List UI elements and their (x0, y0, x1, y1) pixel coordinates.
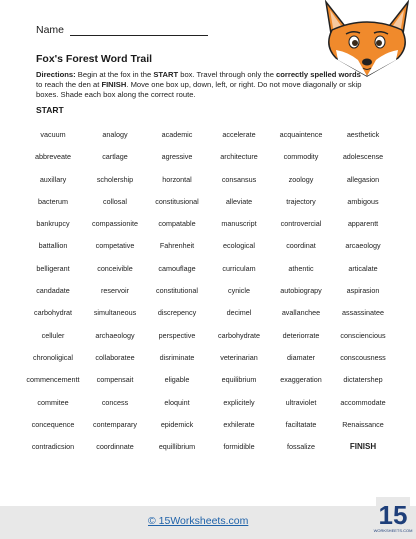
word-cell[interactable]: constitutional (156, 286, 198, 296)
name-field (36, 24, 208, 36)
directions-part-1: Begin at the fox in the (75, 70, 154, 79)
directions-label: Directions: (36, 70, 76, 79)
word-cell[interactable]: belligerant (36, 263, 70, 273)
word-cell[interactable]: commitee (37, 397, 69, 407)
word-cell[interactable]: compatable (158, 219, 196, 229)
word-cell[interactable]: avallanchee (281, 308, 321, 318)
word-cell[interactable]: auxillary (39, 174, 67, 184)
word-cell[interactable]: cartlage (102, 152, 128, 162)
word-cell[interactable]: reservoir (101, 286, 129, 296)
directions-part-3: to reach the den at (36, 80, 102, 89)
word-cell[interactable]: candadate (36, 286, 70, 296)
word-cell[interactable]: eligable (164, 375, 190, 385)
word-cell[interactable]: arcaeology (345, 241, 381, 251)
word-cell[interactable]: Fahrenheit (159, 241, 195, 251)
word-cell[interactable]: concequence (31, 419, 75, 429)
finish-cell[interactable]: FINISH (349, 442, 377, 452)
word-cell[interactable]: concess (101, 397, 129, 407)
word-cell[interactable]: manuscript (221, 219, 257, 229)
word-grid (22, 124, 394, 458)
word-cell[interactable]: allegasion (346, 174, 380, 184)
word-cell[interactable]: faciltatate (285, 419, 317, 429)
word-cell[interactable]: vacuum (40, 130, 66, 139)
word-cell[interactable]: conceivible (97, 263, 133, 273)
word-cell[interactable]: curriculam (222, 263, 256, 273)
word-cell[interactable]: analogy (102, 130, 128, 139)
word-cell[interactable]: ecological (223, 241, 255, 251)
word-cell[interactable]: controvercial (280, 219, 322, 229)
directions-correctly-spelled: correctly spelled words (276, 70, 361, 79)
word-cell[interactable]: apparentt (347, 219, 379, 229)
word-cell[interactable]: perspective (158, 330, 196, 340)
word-cell[interactable]: cynicle (228, 286, 250, 296)
directions-start-word: START (153, 70, 179, 79)
word-cell[interactable]: aesthetick (346, 130, 380, 139)
name-line[interactable] (70, 24, 208, 36)
word-cell[interactable]: consciencious (340, 330, 386, 340)
word-cell[interactable]: zoology (288, 174, 314, 184)
word-cell[interactable]: aspirasion (346, 286, 380, 296)
word-cell[interactable]: exhilerate (223, 419, 255, 429)
word-cell[interactable]: compensait (96, 375, 134, 385)
word-cell[interactable]: compassionite (92, 219, 138, 229)
logo-number: 15 (378, 500, 408, 530)
word-cell[interactable]: carbohydrat (34, 308, 72, 318)
start-label: START (36, 105, 64, 115)
word-cell[interactable]: accommodate (340, 397, 386, 407)
logo-text: WORKSHEETS.COM (373, 528, 413, 533)
word-cell[interactable]: veterinarian (220, 352, 258, 362)
word-cell[interactable]: epidemick (160, 419, 194, 429)
word-cell[interactable]: commencementt (26, 375, 80, 385)
word-cell[interactable]: celluler (41, 330, 65, 340)
word-cell[interactable]: scholership (96, 174, 134, 184)
word-cell[interactable]: equilibrium (221, 375, 257, 385)
worksheets-logo-icon (373, 497, 413, 535)
word-cell[interactable]: carbohydrate (218, 330, 260, 340)
word-cell[interactable]: archaeology (95, 330, 135, 340)
word-cell[interactable]: architecture (220, 152, 258, 162)
word-cell[interactable]: competative (95, 241, 135, 251)
name-label: Name (36, 24, 65, 36)
word-cell[interactable]: bankrupcy (36, 219, 70, 229)
word-cell[interactable]: disriminate (159, 352, 195, 362)
word-cell[interactable]: fossalize (287, 442, 315, 452)
page-title: Fox's Forest Word Trail (36, 53, 153, 65)
word-cell[interactable]: dictatershep (343, 375, 383, 385)
word-cell[interactable]: equillibrium (158, 442, 196, 452)
word-cell[interactable]: collaboratee (95, 352, 135, 362)
word-cell[interactable]: agressive (161, 152, 193, 162)
word-cell[interactable]: ambigous (347, 196, 379, 206)
word-cell[interactable]: discrepency (157, 308, 197, 318)
word-cell[interactable]: diamater (287, 352, 315, 362)
word-cell[interactable]: coordinat (286, 241, 316, 251)
word-cell[interactable]: chronoligical (33, 352, 73, 362)
word-cell[interactable]: eloquint (164, 397, 190, 407)
directions-text (36, 70, 366, 100)
word-cell[interactable]: contradicsion (31, 442, 75, 452)
word-cell[interactable]: adolescense (342, 152, 384, 162)
word-cell[interactable]: alleviate (225, 196, 253, 206)
word-cell[interactable]: battallion (38, 241, 68, 251)
word-cell[interactable]: formidible (223, 442, 255, 452)
word-cell[interactable]: horzontal (162, 174, 192, 184)
word-cell[interactable]: academic (161, 130, 193, 139)
directions-part-2: box. Travel through only the (178, 70, 277, 79)
word-cell[interactable]: coordinnate (96, 442, 134, 452)
word-cell[interactable]: collosal (103, 196, 127, 206)
word-cell[interactable]: acquaintence (279, 130, 323, 139)
word-cell[interactable]: accelerate (222, 130, 256, 139)
word-cell[interactable]: constitusional (155, 196, 199, 206)
word-cell[interactable]: commodity (283, 152, 319, 162)
word-cell[interactable]: trajectory (286, 196, 316, 206)
word-cell[interactable]: athentic (288, 263, 314, 273)
word-cell[interactable]: camouflage (158, 263, 196, 273)
word-cell[interactable]: consansus (221, 174, 257, 184)
word-cell[interactable]: bacterum (38, 196, 68, 206)
word-cell[interactable]: simultaneous (93, 308, 137, 318)
copyright-link[interactable]: © 15Worksheets.com (148, 515, 249, 527)
word-cell[interactable]: explicitely (223, 397, 255, 407)
word-cell[interactable]: articalate (348, 263, 378, 273)
word-cell[interactable]: ultraviolet (285, 397, 317, 407)
directions-finish-word: FINISH (101, 80, 127, 89)
word-cell[interactable]: abbreveate (35, 152, 71, 162)
fox-face-icon (318, 0, 416, 78)
word-cell[interactable]: contemparary (93, 419, 137, 429)
word-cell[interactable]: autobiograpy (280, 286, 322, 296)
directions-part-4: . Move one box up, down, left, or right. Do not move diagonally or skip boxes. Shade each box along the correct route. (36, 80, 362, 99)
word-cell[interactable]: assassinatee (342, 308, 384, 318)
word-cell[interactable]: deteriorrate (282, 330, 320, 340)
word-cell[interactable]: decimel (226, 308, 252, 318)
word-cell[interactable]: conscousness (340, 352, 386, 362)
word-cell[interactable]: exaggeration (280, 375, 322, 385)
word-cell[interactable]: Renaissance (342, 419, 384, 429)
